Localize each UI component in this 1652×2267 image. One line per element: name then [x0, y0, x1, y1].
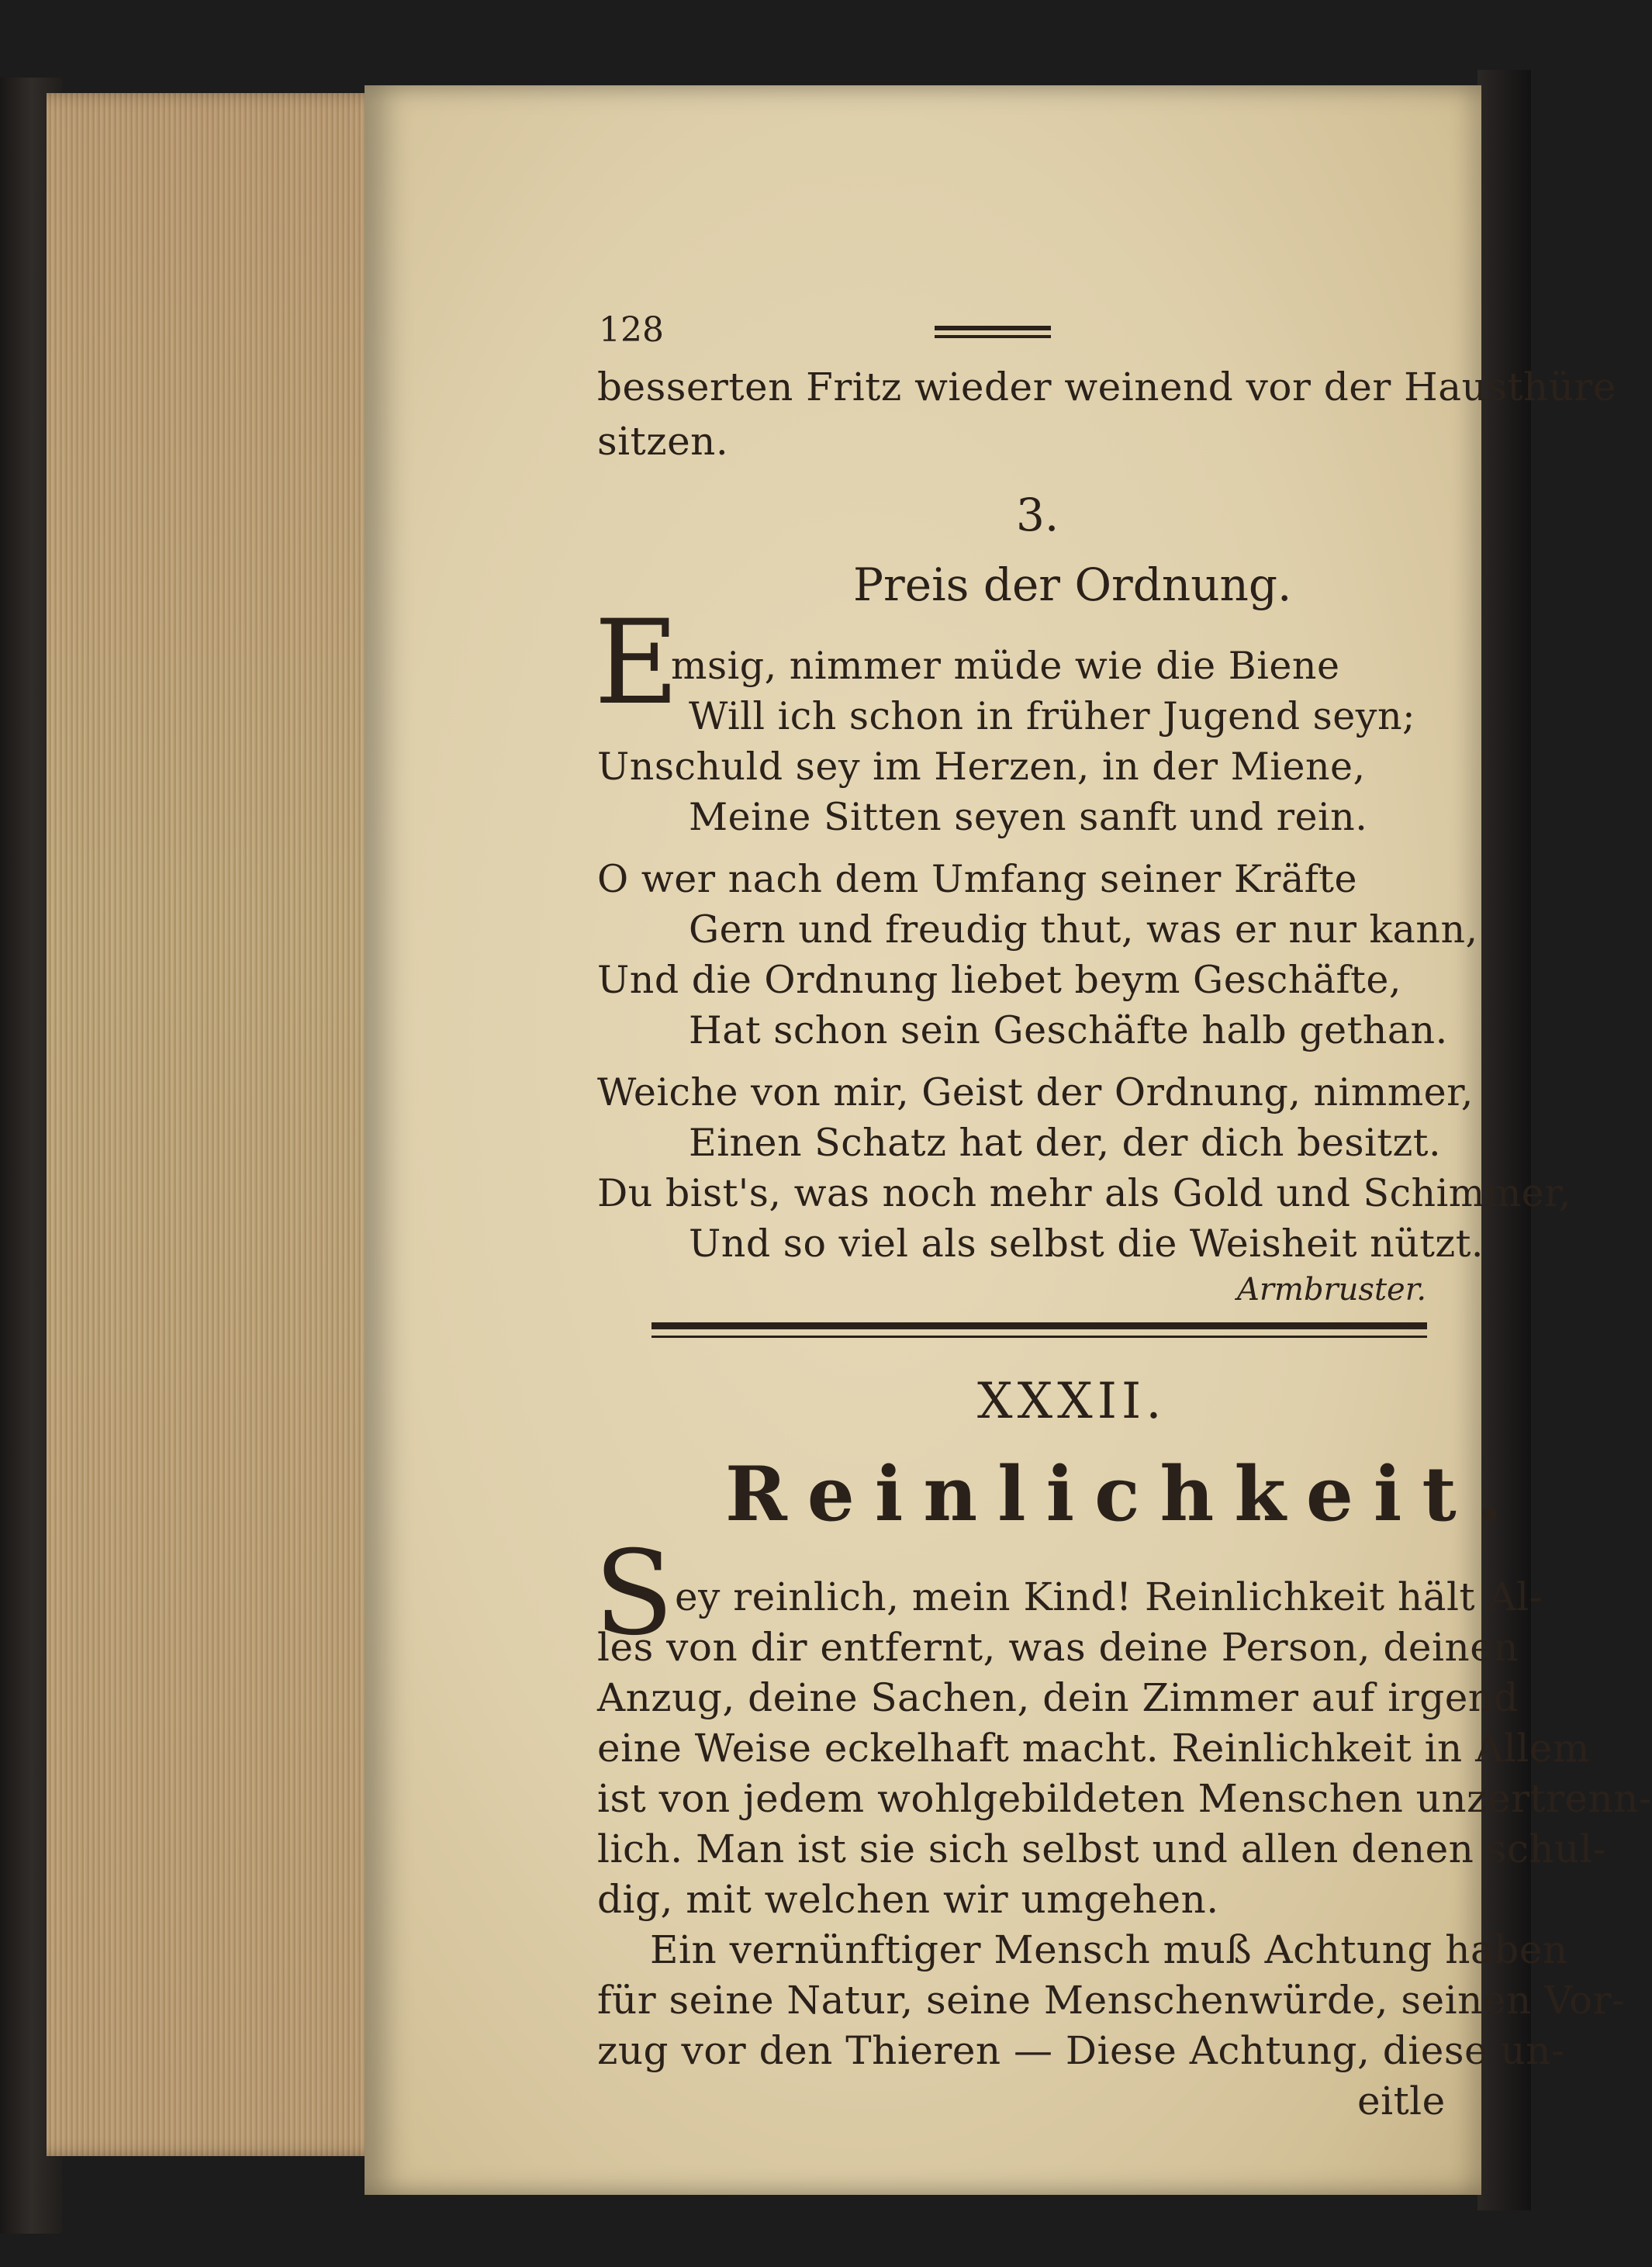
section-divider-rule: [651, 1322, 1427, 1329]
header-ornament-rule: [935, 326, 1051, 330]
page-number: 128: [599, 310, 664, 350]
chapter-line: für seine Natur, seine Menschenwürde, seinen Vor-: [597, 1978, 1626, 2023]
chapter-line: Ein vernünftiger Mensch muß Achtung haben: [650, 1927, 1568, 1972]
poem-line: Einen Schatz hat der, der dich besitzt.: [689, 1121, 1442, 1165]
poem-line: msig, nimmer müde wie die Biene: [671, 644, 1340, 688]
poem-line: Und die Ordnung liebet beym Geschäfte,: [597, 958, 1401, 1002]
page-stack-edge: [47, 93, 403, 2156]
catchword: eitle: [1357, 2079, 1446, 2124]
chapter-line: les von dir entfernt, was deine Person, deinen: [597, 1625, 1519, 1670]
chapter-dropcap: S: [594, 1526, 674, 1661]
poem-line: Und so viel als selbst die Weisheit nützt.: [689, 1222, 1484, 1266]
poem-line: Hat schon sein Geschäfte halb gethan.: [689, 1008, 1448, 1052]
header-ornament-rule-2: [935, 335, 1051, 338]
chapter-title: Reinlichkeit.: [725, 1450, 1523, 1538]
book-page: [365, 85, 1652, 2195]
poem-line: Du bist's, was noch mehr als Gold und Schimmer,: [597, 1171, 1571, 1215]
chapter-line: ist von jedem wohlgebildeten Menschen unzertrenn-: [597, 1776, 1652, 1821]
chapter-line: zug vor den Thieren — Diese Achtung, diese un-: [597, 2028, 1565, 2073]
chapter-line: ey reinlich, mein Kind! Reinlichkeit hält Al-: [675, 1574, 1543, 1619]
poem-author: Armbruster.: [1237, 1272, 1427, 1308]
poem-dropcap: E: [594, 596, 679, 731]
chapter-line: Anzug, deine Sachen, dein Zimmer auf irgend: [597, 1675, 1519, 1720]
section-divider-rule-thin: [651, 1336, 1427, 1338]
chapter-line: lich. Man ist sie sich selbst und allen denen schul-: [597, 1826, 1606, 1871]
continuation-line-1: besserten Fritz wieder weinend vor der Hausthüre: [597, 365, 1616, 410]
chapter-line: dig, mit welchen wir umgehen.: [597, 1877, 1219, 1922]
poem-line: Unschuld sey im Herzen, in der Miene,: [597, 745, 1366, 789]
poem-number: 3.: [1016, 489, 1059, 541]
poem-line: O wer nach dem Umfang seiner Kräfte: [597, 857, 1357, 901]
continuation-line-2: sitzen.: [597, 419, 729, 464]
poem-line: Weiche von mir, Geist der Ordnung, nimmer,: [597, 1070, 1474, 1114]
chapter-line: eine Weise eckelhaft macht. Reinlichkeit in Allem: [597, 1726, 1590, 1771]
poem-line: Will ich schon in früher Jugend seyn;: [689, 694, 1416, 738]
poem-title: Preis der Ordnung.: [853, 558, 1292, 611]
poem-line: Gern und freudig thut, was er nur kann,: [689, 907, 1478, 952]
chapter-number: XXXII.: [977, 1373, 1166, 1430]
poem-line: Meine Sitten seyen sanft und rein.: [689, 795, 1368, 839]
